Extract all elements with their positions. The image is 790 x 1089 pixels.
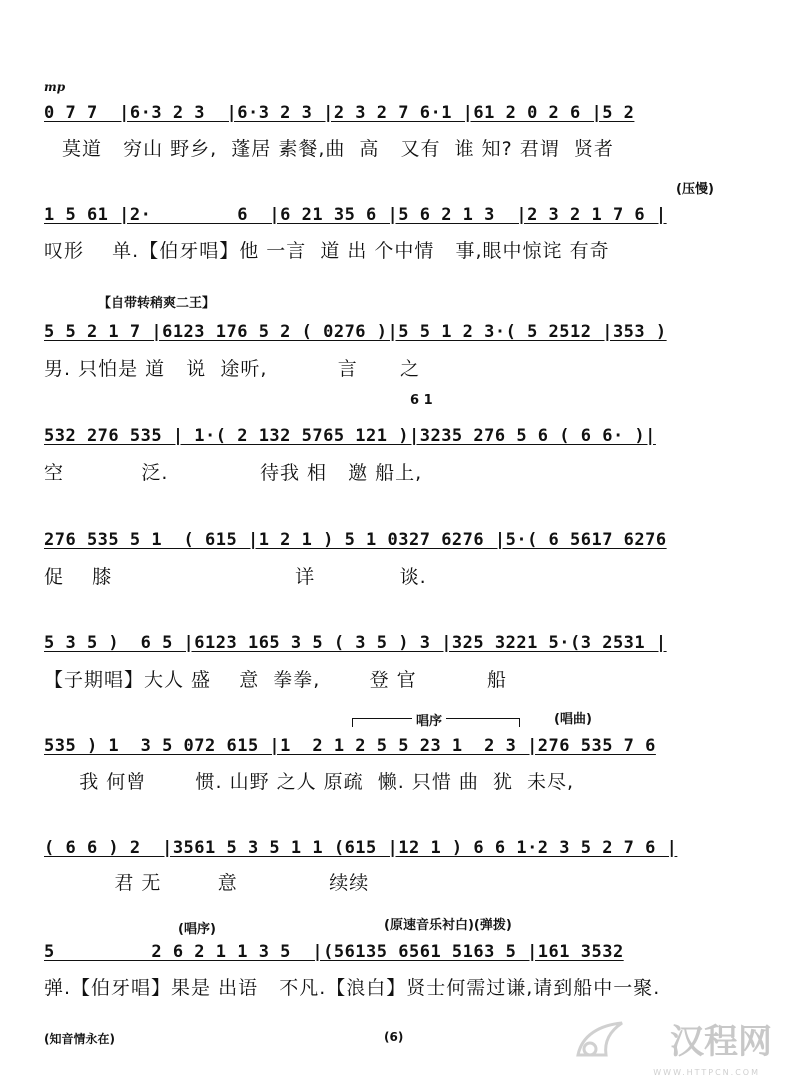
lyrics-row-4: 空 泛. 待我 相 邀 船上,: [44, 462, 423, 484]
notation-row-3: 5 5 2 1 7 |6123 176 5 2 ( 0276 )|5 5 1 2 3·( 5 2512 |353 ): [44, 322, 667, 342]
notation-row-5: 276 535 5 1 ( 615 |1 2 1 ) 5 1 0327 6276 |5·( 6 5617 6276: [44, 530, 667, 550]
notation-row-4: 532 276 535 | 1·( 2 132 5765 121 )|3235 276 5 6 ( 6 6· )|: [44, 426, 656, 446]
page-number: (6): [384, 1030, 404, 1044]
lyrics-row-6: 【子期唱】大人 盛 意 拳拳, 登 官 船: [44, 669, 508, 691]
mode-change-mark: 【自带转稍爽二王】: [98, 296, 216, 311]
notation-row-8: ( 6 6 ) 2 |3561 5 3 5 1 1 (615 |12 1 ) 6 6 1·2 3 5 2 7 6 |: [44, 838, 678, 858]
footer-title: (知音情永在): [44, 1032, 115, 1046]
watermark-logo-icon: [570, 1015, 630, 1065]
notation-row-7: 535 ) 1 3 5 072 615 |1 2 1 2 5 5 23 1 2 3 |276 535 7 6: [44, 736, 656, 756]
upper-notes-mark: 6 1: [410, 393, 433, 408]
lyrics-row-5: 促 膝 详 谈.: [44, 566, 427, 588]
notation-row-9: 5 2 6 2 1 1 3 5 |(56135 6561 5163 5 |161 3532: [44, 942, 624, 962]
notation-row-2: 1 5 61 |2· 6 |6 21 35 6 |5 6 2 1 3 |2 3 2 1 7 6 |: [44, 205, 667, 225]
lyrics-row-9: 弹.【伯牙唱】果是 出语 不凡.【浪白】贤士何需过谦,请到船中一聚.: [44, 977, 661, 999]
chang-xu-2-label: (唱序): [178, 922, 216, 937]
chang-qu-label: (唱曲): [554, 712, 592, 727]
lyrics-row-3: 男. 只怕是 道 说 途听, 言 之: [44, 358, 420, 380]
watermark-text: 汉程网: [670, 1022, 772, 1062]
lyrics-row-7: 我 何曾 惯. 山野 之人 原疏 懒. 只惜 曲 犹 未尽,: [44, 771, 575, 793]
lyrics-row-1: 莫道 穷山 野乡, 蓬居 素餐,曲 高 又有 谁 知? 君谓 贤者: [62, 138, 614, 160]
notation-row-6: 5 3 5 ) 6 5 |6123 165 3 5 ( 3 5 ) 3 |325 3221 5·(3 2531 |: [44, 633, 667, 653]
lyrics-row-2: 叹形 单.【伯牙唱】他 一言 道 出 个中情 事,眼中惊诧 有奇: [44, 240, 610, 262]
lyrics-row-8: 君 无 意 续续: [44, 872, 370, 894]
yuan-su-label: (原速音乐衬白)(弹拨): [384, 918, 512, 933]
notation-row-1: 0 7 7 |6·3 2 3 |6·3 2 3 |2 3 2 7 6·1 |61 2 0 2 6 |5 2: [44, 103, 635, 123]
chang-xu-label: 唱序: [412, 710, 446, 729]
watermark-url: WWW.HTTPCN.COM: [653, 1068, 760, 1077]
slow-down-mark: (压慢): [676, 182, 714, 197]
dynamics-mark: mp: [44, 80, 66, 94]
